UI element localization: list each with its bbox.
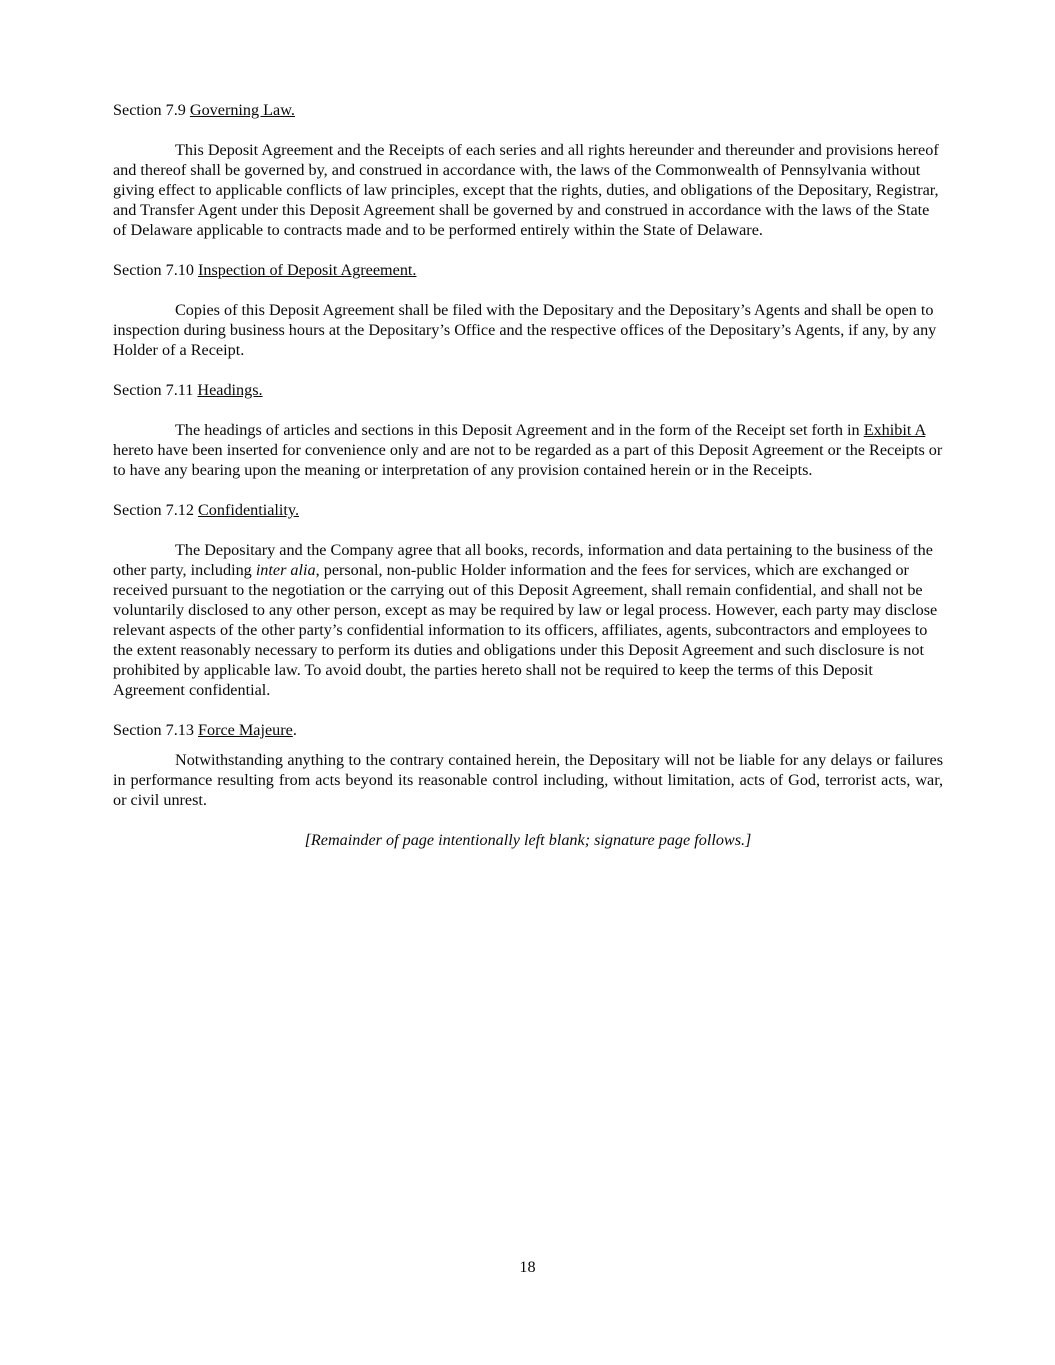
section-heading-7-13 — [113, 720, 943, 740]
section-heading-7-12 — [113, 500, 943, 520]
section-label: Section 7.12 — [113, 501, 198, 519]
section-title-suffix: . — [292, 721, 297, 739]
section-heading-7-10 — [113, 260, 943, 280]
section-title: Inspection of Deposit Agreement. — [197, 261, 417, 279]
section-paragraph-7-12 — [113, 540, 943, 700]
paragraph-text: hereto have been inserted for convenience only and are not to be regarded as a part of this Deposit Agreement or the Receipts or to have any bearing upon the meaning or interpretation of any provision contained herein or in the Receipts. — [113, 441, 943, 479]
latin-phrase: inter alia — [255, 561, 316, 579]
section-paragraph-7-9: This Deposit Agreement and the Receipts of each series and all rights hereunder and thereunder and provisions hereof and thereof shall be governed by, and construed in accordance with, the laws of the Commonwealth of Pennsylvania without giving effect to applicable conflicts of law principles, except that the rights, duties, and obligations of the Depositary, Registrar, and Transfer Agent under this Deposit Agreement shall be governed by and construed in accordance with the laws of the State of Delaware applicable to contracts made and to be performed entirely within the State of Delaware. — [113, 141, 939, 239]
section-title: Headings. — [197, 381, 263, 399]
section-title: Governing Law. — [189, 101, 295, 119]
section-label: Section 7.9 — [113, 101, 190, 119]
section-paragraph-7-13: Notwithstanding anything to the contrary contained herein, the Depositary will not be liable for any delays or failures in performance resulting from acts beyond its reasonable control including, without limitation, acts of God, terrorist acts, war, or civil unrest. — [113, 751, 943, 809]
section-label: Section 7.13 — [113, 721, 198, 739]
section-label: Section 7.10 — [113, 261, 198, 279]
page-number: 18 — [519, 1258, 536, 1276]
section-heading-7-9 — [113, 100, 943, 120]
section-title: Force Majeure — [197, 721, 293, 739]
paragraph-text: The Depositary and the Company agree that all books, records, information and data pertaining to the business of the other party, including — [113, 541, 933, 579]
section-title: Confidentiality. — [197, 501, 299, 519]
paragraph-text: The headings of articles and sections in this Deposit Agreement and in the form of the Receipt set forth in — [175, 421, 864, 439]
exhibit-a-reference: Exhibit A — [863, 421, 926, 439]
paragraph-text: , personal, non-public Holder information and the fees for services, which are exchanged or received pursuant to the negotiation or the carrying out of this Deposit Agreement, shall remain confidential, and shall not be voluntarily disclosed to any other person, except as may be required by law or legal process. However, each party may disclose relevant aspects of the other party’s confidential information to its officers, affiliates, agents, subcontractors and employees to the extent reasonably necessary to perform its duties and obligations under this Deposit Agreement and such disclosure is not prohibited by applicable law. To avoid doubt, the parties hereto shall not be required to keep the terms of this Deposit Agreement confidential. — [113, 561, 938, 699]
section-paragraph-7-11 — [113, 420, 943, 480]
section-heading-7-11 — [113, 380, 943, 400]
section-paragraph-7-10: Copies of this Deposit Agreement shall be filed with the Depositary and the Depositary’s Agents and shall be open to inspection during business hours at the Depositary’s Office and the respective offices of the Depositary’s Agents, if any, by any Holder of a Receipt. — [113, 301, 937, 359]
remainder-note: [Remainder of page intentionally left blank; signature page follows.] — [304, 831, 752, 849]
section-label: Section 7.11 — [113, 381, 198, 399]
